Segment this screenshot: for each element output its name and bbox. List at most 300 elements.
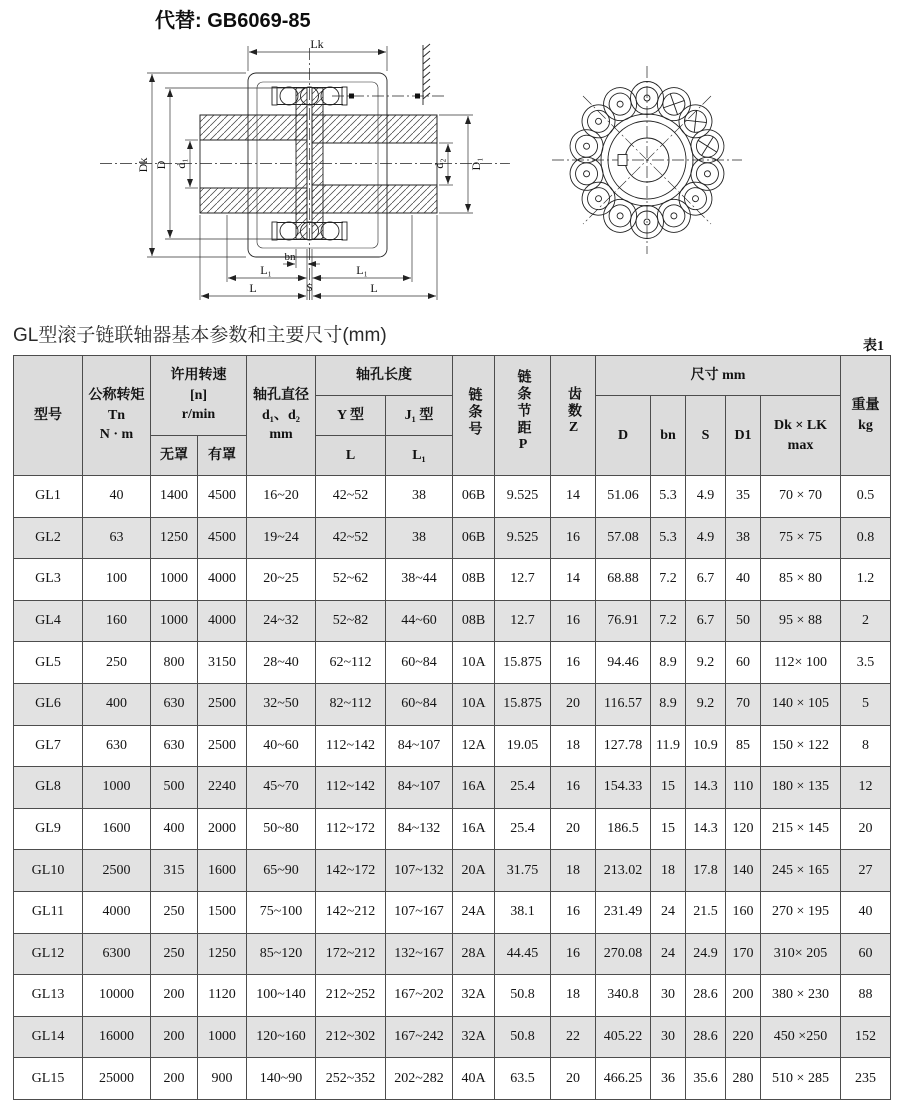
table-row [14,933,891,975]
table-cell: 107~167 [386,891,453,933]
table-cell: 1000 [83,767,151,809]
table-cell: 167~202 [386,975,453,1017]
header-torque [83,356,151,476]
table-cell: 19.05 [495,725,551,767]
table-caption: GL型滚子链联轴器基本参数和主要尺寸(mm) [13,325,387,346]
table-cell: 16 [551,891,596,933]
table-cell: 44.45 [495,933,551,975]
table-cell: 380 × 230 [761,975,841,1017]
table-cell: 22 [551,1016,596,1058]
table-cell: 14.3 [686,767,726,809]
table-row [14,600,891,642]
table-cell: 38 [386,476,453,518]
table-cell: 15 [651,767,686,809]
table-cell: 40 [726,559,761,601]
table-cell: 28.6 [686,975,726,1017]
table-cell: 1500 [198,891,247,933]
table-cell: 76.91 [596,600,651,642]
front-view [552,66,742,254]
table-cell: 200 [151,1058,198,1100]
table-cell: 11.9 [651,725,686,767]
table-cell: 6300 [83,933,151,975]
table-cell: 51.06 [596,476,651,518]
table-cell: 800 [151,642,198,684]
table-cell: GL15 [14,1058,83,1100]
table-cell: 75 × 75 [761,517,841,559]
table-cell: 32A [453,1016,495,1058]
table-row [14,1016,891,1058]
table-cell: 50 [726,600,761,642]
header-dk-lk-line1: Dk × LK [773,417,828,433]
table-cell: 120~160 [247,1016,316,1058]
table-cell: 84~132 [386,808,453,850]
table-cell: 38.1 [495,891,551,933]
table-cell: 9.525 [495,476,551,518]
header-bore-length-label: 轴孔长度 [356,367,412,383]
table-cell: 4000 [83,891,151,933]
table-cell: 167~242 [386,1016,453,1058]
table-cell: GL7 [14,725,83,767]
table-cell: 38~44 [386,559,453,601]
table-cell: 14 [551,559,596,601]
table-cell: 24~32 [247,600,316,642]
header-L-label: L [345,447,356,463]
dim-label-s: S [306,282,313,294]
table-cell: 6.7 [686,600,726,642]
table-cell: 50.8 [495,975,551,1017]
table-cell: 18 [551,850,596,892]
table-cell: GL11 [14,891,83,933]
table-cell: 2500 [83,850,151,892]
header-model [14,356,83,476]
table-cell: 630 [151,683,198,725]
table-cell: 120 [726,808,761,850]
table-cell: GL14 [14,1016,83,1058]
header-y-type-label: Y 型 [336,407,365,423]
header-D-label: D [617,427,629,443]
table-row [14,975,891,1017]
table-cell: 8.9 [651,683,686,725]
table-cell: 510 × 285 [761,1058,841,1100]
table-cell: 38 [726,517,761,559]
table-cell: 16A [453,808,495,850]
table-cell: 06B [453,517,495,559]
header-bn-label: bn [660,427,676,443]
header-j1-type-label: J₁ 型 [404,407,434,423]
table-cell: 63 [83,517,151,559]
coupling-drawing-svg [0,36,900,316]
header-speed-line3: r/min [181,407,216,423]
table-cell: 132~167 [386,933,453,975]
table-cell: 8 [841,725,891,767]
table-cell: 25.4 [495,808,551,850]
table-row [14,683,891,725]
table-cell: 140 × 105 [761,683,841,725]
table-cell: 28~40 [247,642,316,684]
table-cell: 245 × 165 [761,850,841,892]
table-cell: 20A [453,850,495,892]
table-cell: 180 × 135 [761,767,841,809]
table-cell: 160 [83,600,151,642]
table-cell: 10A [453,642,495,684]
header-pitch [495,356,551,476]
header-dk-lk [761,396,841,476]
table-cell: 116.57 [596,683,651,725]
table-cell: 52~82 [316,600,386,642]
table-cell: 1400 [151,476,198,518]
table-cell: 9.525 [495,517,551,559]
table-cell: 110 [726,767,761,809]
table-cell: 12.7 [495,559,551,601]
table-cell: 12.7 [495,600,551,642]
table-cell: 160 [726,891,761,933]
table-cell: 38 [386,517,453,559]
table-cell: 16A [453,767,495,809]
table-cell: GL4 [14,600,83,642]
header-weight-line1: 重量 [851,397,880,413]
table-cell: 215 × 145 [761,808,841,850]
table-cell: 1000 [151,559,198,601]
table-cell: 15 [651,808,686,850]
header-bn [651,396,686,476]
table-cell: 235 [841,1058,891,1100]
dim-label-dk: Dk [136,157,150,173]
table-cell: 30 [651,1016,686,1058]
header-D [596,396,651,476]
table-row [14,725,891,767]
table-row [14,476,891,518]
table-header [14,356,891,476]
table-cell: 63.5 [495,1058,551,1100]
table-cell: 16 [551,517,596,559]
table-cell: 32~50 [247,683,316,725]
table-row [14,1058,891,1100]
table-cell: 310× 205 [761,933,841,975]
table-cell: 200 [151,975,198,1017]
table-cell: 400 [83,683,151,725]
header-S-label: S [701,427,710,443]
dim-label-lk: Lk [310,37,324,51]
header-teeth [551,356,596,476]
dim-label-D1: D₁ [469,157,483,171]
table-cell: 36 [651,1058,686,1100]
table-cell: 88 [841,975,891,1017]
header-with-cover-label: 有罩 [208,447,236,463]
table-cell: 112~142 [316,767,386,809]
table-cell: 250 [83,642,151,684]
table-cell: 25.4 [495,767,551,809]
dim-label-l1-right: L₁ [356,263,368,277]
header-speed-line2: [n] [189,387,208,403]
header-bore-line2: d₁、d₂ [262,407,300,423]
table-cell: GL6 [14,683,83,725]
table-cell: 24A [453,891,495,933]
table-cell: 21.5 [686,891,726,933]
table-cell: 44~60 [386,600,453,642]
table-cell: 12 [841,767,891,809]
header-torque-line3: N · m [99,427,134,443]
table-cell: 4.9 [686,476,726,518]
table-cell: 20 [841,808,891,850]
table-cell: 500 [151,767,198,809]
table-cell: GL12 [14,933,83,975]
table-cell: 6.7 [686,559,726,601]
table-cell: 60 [726,642,761,684]
table-cell: 900 [198,1058,247,1100]
table-cell: 450 ×250 [761,1016,841,1058]
header-no-cover [151,436,198,476]
table-cell: 52~62 [316,559,386,601]
table-cell: 16000 [83,1016,151,1058]
table-cell: 75~100 [247,891,316,933]
header-size-label: 尺寸 mm [690,367,746,383]
table-cell: 16~20 [247,476,316,518]
table-cell: 231.49 [596,891,651,933]
table-cell: 1600 [198,850,247,892]
table-cell: GL2 [14,517,83,559]
table-cell: 2500 [198,683,247,725]
table-cell: 5 [841,683,891,725]
table-cell: GL1 [14,476,83,518]
table-cell: GL13 [14,975,83,1017]
header-weight-line2: kg [858,417,873,433]
table-cell: 10.9 [686,725,726,767]
cross-section-view [100,44,510,302]
table-cell: 200 [151,1016,198,1058]
table-cell: 1000 [198,1016,247,1058]
table-row [14,517,891,559]
table-cell: 2 [841,600,891,642]
table-cell: 10A [453,683,495,725]
table-cell: 7.2 [651,559,686,601]
table-cell: 140~90 [247,1058,316,1100]
table-cell: 16 [551,767,596,809]
table-cell: 24.9 [686,933,726,975]
table-cell: 2240 [198,767,247,809]
table-cell: 2500 [198,725,247,767]
table-cell: 08B [453,600,495,642]
table-cell: 68.88 [596,559,651,601]
coupling-drawing [0,36,900,316]
table-cell: 154.33 [596,767,651,809]
table-cell: GL8 [14,767,83,809]
header-bore-line1: 轴孔直径 [253,388,309,404]
table-cell: 340.8 [596,975,651,1017]
table-cell: 65~90 [247,850,316,892]
table-cell: 16 [551,933,596,975]
table-cell: 127.78 [596,725,651,767]
header-model-label: 型号 [34,407,62,423]
header-teeth-label: 齿数Z [566,386,581,439]
table-cell: GL5 [14,642,83,684]
table-cell: 40A [453,1058,495,1100]
table-cell: 50~80 [247,808,316,850]
table-cell: 7.2 [651,600,686,642]
spec-table [13,355,891,1100]
header-torque-line1: 公称转矩 [88,388,145,404]
table-cell: 1120 [198,975,247,1017]
table-cell: 5.3 [651,517,686,559]
table-cell: 112~142 [316,725,386,767]
table-cell: 630 [83,725,151,767]
table-cell: 152 [841,1016,891,1058]
table-cell: 250 [151,933,198,975]
table-cell: 70 [726,683,761,725]
header-no-cover-label: 无罩 [160,447,188,463]
table-cell: 95 × 88 [761,600,841,642]
table-cell: 3.5 [841,642,891,684]
header-bore [247,356,316,476]
table-cell: 170 [726,933,761,975]
table-cell: 35.6 [686,1058,726,1100]
header-weight [841,356,891,476]
table-cell: GL10 [14,850,83,892]
table-cell: 4500 [198,517,247,559]
table-cell: 50.8 [495,1016,551,1058]
dim-label-l1-left: L₁ [260,263,272,277]
table-cell: 14 [551,476,596,518]
header-S [686,396,726,476]
table-cell: 28A [453,933,495,975]
table-cell: 213.02 [596,850,651,892]
table-cell: 630 [151,725,198,767]
table-cell: 45~70 [247,767,316,809]
header-torque-line2: Tn [107,407,126,423]
dim-label-l-right: L [370,281,378,295]
header-L1-label: L₁ [412,447,426,463]
table-cell: 250 [151,891,198,933]
table-cell: 24 [651,891,686,933]
table-row [14,559,891,601]
table-cell: 1250 [198,933,247,975]
header-speed-line1: 许用转速 [170,368,227,384]
dim-label-d: D [154,160,168,170]
table-cell: 20 [551,808,596,850]
table-cell: 5.3 [651,476,686,518]
table-cell: 270 × 195 [761,891,841,933]
table-cell: 1000 [151,600,198,642]
table-cell: 18 [551,975,596,1017]
table-cell: 84~107 [386,767,453,809]
table-cell: 9.2 [686,683,726,725]
table-cell: 17.8 [686,850,726,892]
table-cell: 315 [151,850,198,892]
header-L1 [386,436,453,476]
table-cell: 28.6 [686,1016,726,1058]
table-cell: 202~282 [386,1058,453,1100]
table-cell: 112× 100 [761,642,841,684]
table-row [14,642,891,684]
table-cell: 200 [726,975,761,1017]
header-chain-no-label: 链条号 [466,386,482,438]
table-cell: 18 [651,850,686,892]
table-cell: 100 [83,559,151,601]
table-cell: 0.8 [841,517,891,559]
table-cell: 252~352 [316,1058,386,1100]
table-cell: 60~84 [386,642,453,684]
table-cell: 172~212 [316,933,386,975]
table-cell: 212~252 [316,975,386,1017]
table-cell: 400 [151,808,198,850]
header-size [596,356,841,396]
table-cell: 100~140 [247,975,316,1017]
table-cell: 84~107 [386,725,453,767]
table-cell: 85 [726,725,761,767]
table-cell: 06B [453,476,495,518]
table-cell: 31.75 [495,850,551,892]
header-speed [151,356,247,436]
table-cell: 270.08 [596,933,651,975]
header-bore-length [316,356,453,396]
table-cell: 85 × 80 [761,559,841,601]
table-cell: GL3 [14,559,83,601]
table-cell: 32A [453,975,495,1017]
table-cell: 4000 [198,600,247,642]
table-cell: 24 [651,933,686,975]
dim-label-l-left: L [249,281,257,295]
table-cell: 220 [726,1016,761,1058]
table-cell: 40 [841,891,891,933]
table-cell: 9.2 [686,642,726,684]
header-j1-type [386,396,453,436]
table-body [14,476,891,1100]
header-L [316,436,386,476]
table-cell: 27 [841,850,891,892]
table-cell: 57.08 [596,517,651,559]
table-cell: 20 [551,1058,596,1100]
header-with-cover [198,436,247,476]
table-cell: 15.875 [495,642,551,684]
table-cell: 42~52 [316,517,386,559]
table-cell: 30 [651,975,686,1017]
table-cell: 112~172 [316,808,386,850]
table-cell: 60~84 [386,683,453,725]
table-cell: 20 [551,683,596,725]
header-dk-lk-line2: max [787,437,814,453]
dim-label-bn: bn [284,251,296,263]
table-cell: 42~52 [316,476,386,518]
table-cell: 16 [551,600,596,642]
table-cell: 15.875 [495,683,551,725]
table-cell: 2000 [198,808,247,850]
table-cell: 0.5 [841,476,891,518]
table-cell: 212~302 [316,1016,386,1058]
table-cell: 25000 [83,1058,151,1100]
header-D1-label: D1 [734,427,752,443]
table-row [14,891,891,933]
table-cell: 1.2 [841,559,891,601]
table-row [14,850,891,892]
header-y-type [316,396,386,436]
table-cell: 150 × 122 [761,725,841,767]
table-cell: 40~60 [247,725,316,767]
table-number: 表1 [863,339,884,354]
header-D1 [726,396,761,476]
table-cell: 19~24 [247,517,316,559]
table-cell: 20~25 [247,559,316,601]
table-cell: 12A [453,725,495,767]
table-cell: 40 [83,476,151,518]
table-cell: 14.3 [686,808,726,850]
table-cell: 70 × 70 [761,476,841,518]
table-cell: GL9 [14,808,83,850]
table-cell: 08B [453,559,495,601]
table-cell: 107~132 [386,850,453,892]
table-cell: 62~112 [316,642,386,684]
table-cell: 16 [551,642,596,684]
table-cell: 82~112 [316,683,386,725]
table-row [14,808,891,850]
